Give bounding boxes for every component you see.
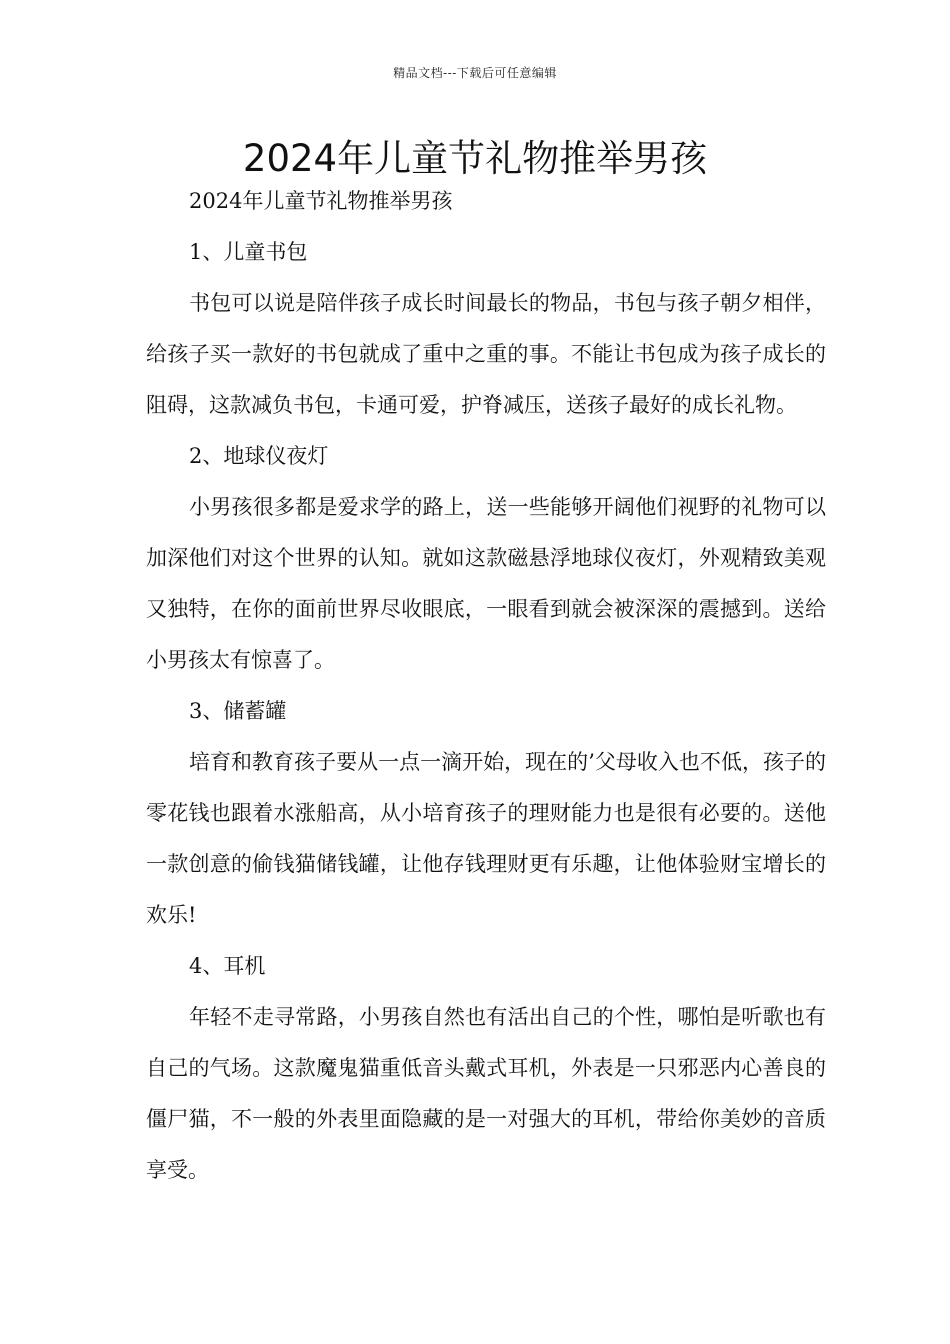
section-schoolbag — [146, 227, 826, 431]
section-paragraph: 书包可以说是陪伴孩子成长时间最长的物品，书包与孩子朝夕相伴，给孩子买一款好的书包就成了重中之重的事。不能让书包成为孩子成长的阻碍，这款减负书包，卡通可爱，护脊减压，送孩子最好的成长礼物。 — [146, 291, 826, 417]
document-body — [146, 176, 826, 1196]
section-heading: 3、储蓄罐 — [189, 699, 287, 723]
header-note: 精品文档---下载后可任意编辑 — [393, 66, 557, 80]
section-heading: 4、耳机 — [189, 954, 266, 978]
section-heading: 1、儿童书包 — [189, 240, 308, 264]
document-subtitle: 2024年儿童节礼物推举男孩 — [189, 189, 453, 213]
page-title: 2024年儿童节礼物推举男孩 — [242, 137, 708, 180]
section-paragraph: 培育和教育孩子要从一点一滴开始，现在的’父母收入也不低，孩子的零花钱也跟着水涨船高，从小培育孩子的理财能力也是很有必要的。送他一款创意的偷钱猫储钱罐，让他存钱理财更有乐趣，让他体验财宝增长的欢乐! — [146, 750, 826, 927]
section-piggy-bank — [146, 686, 826, 941]
section-paragraph: 小男孩很多都是爱求学的路上，送一些能够开阔他们视野的礼物可以加深他们对这个世界的认知。就如这款磁悬浮地球仪夜灯，外观精致美观又独特，在你的面前世界尽收眼底，一眼看到就会被深深的震撼到。送给小男孩太有惊喜了。 — [146, 495, 826, 672]
section-paragraph: 年轻不走寻常路，小男孩自然也有活出自己的个性，哪怕是听歌也有自己的气场。这款魔鬼猫重低音头戴式耳机，外表是一只邪恶内心善良的僵尸猫，不一般的外表里面隐藏的是一对强大的耳机，带给你美妙的音质享受。 — [146, 1005, 826, 1182]
section-globe-lamp — [146, 431, 826, 686]
section-headphones — [146, 941, 826, 1196]
section-heading: 2、地球仪夜灯 — [189, 444, 329, 468]
